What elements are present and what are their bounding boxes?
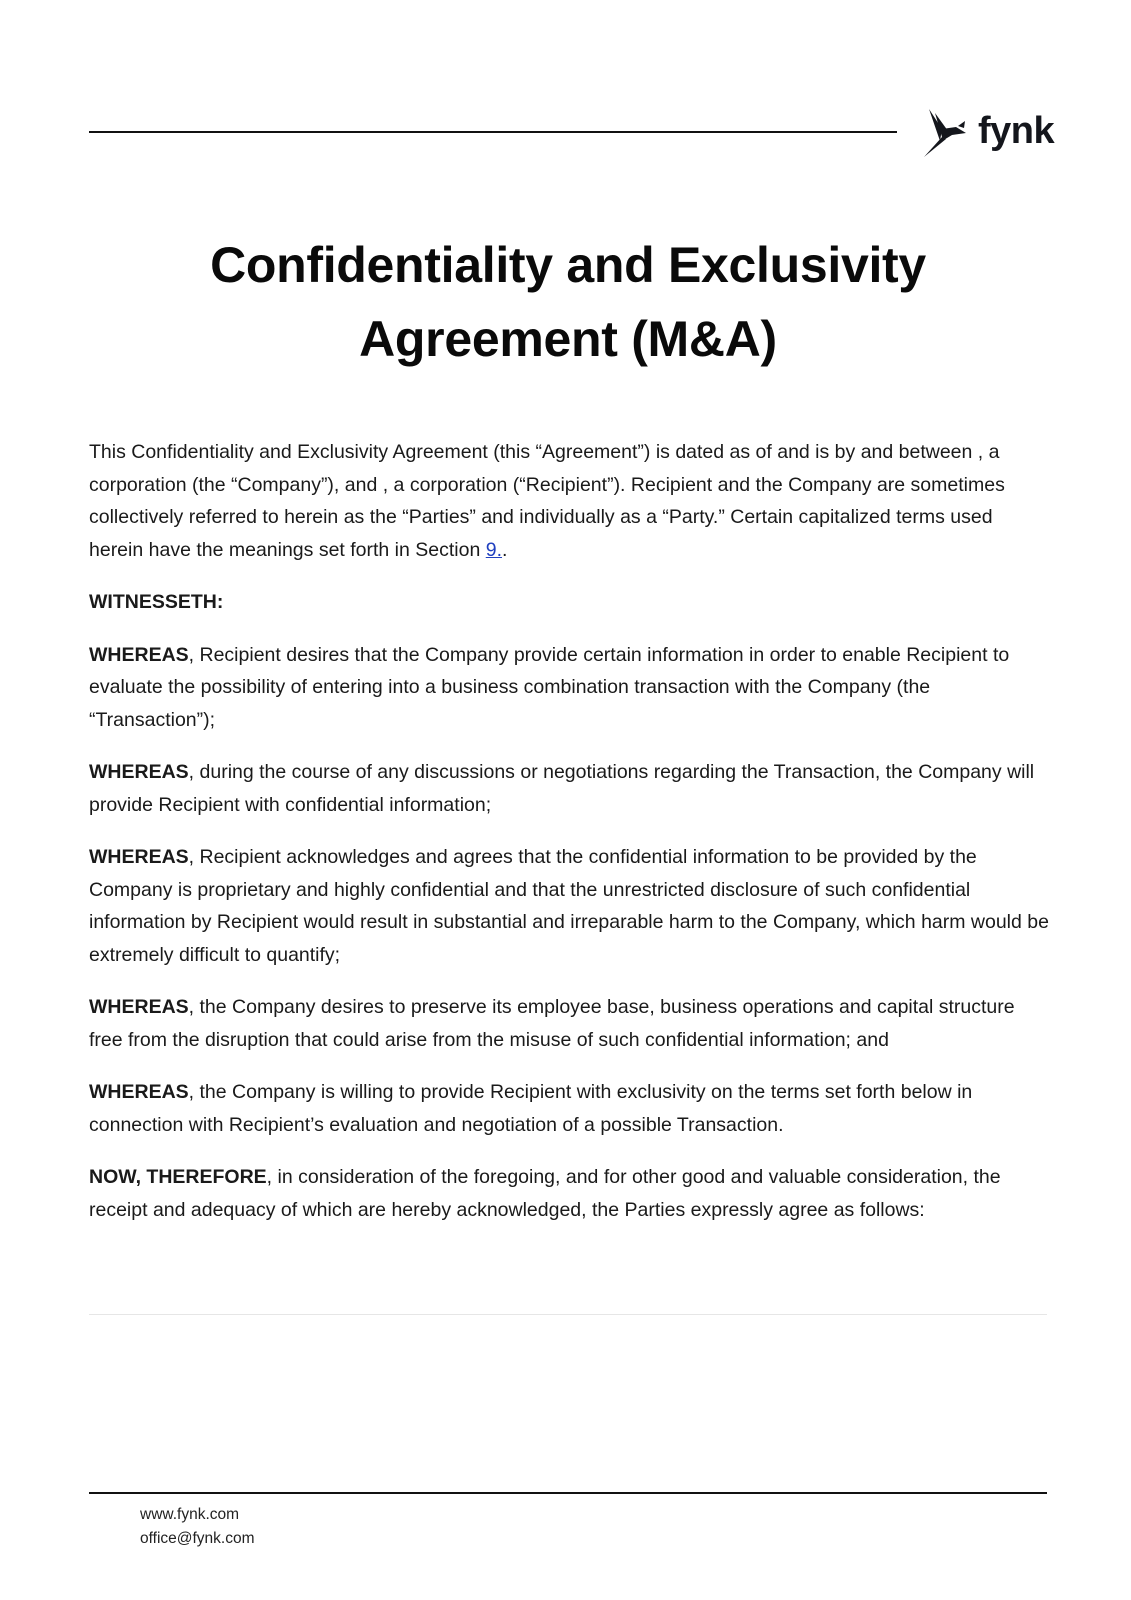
footer-email[interactable]: office@fynk.com [140, 1530, 255, 1547]
recital-keyword: WHEREAS [89, 996, 189, 1018]
footer-website[interactable]: www.fynk.com [140, 1506, 240, 1523]
recital-text: , the Company desires to preserve its employee base, business operations and capital structure free from the disruption that could arise from the misuse of such confidential information; and [89, 996, 1015, 1051]
content-end-divider [89, 1314, 1047, 1315]
witnesseth-heading: WITNESSETH: [89, 591, 224, 613]
intro-paragraph [89, 436, 1049, 566]
recital-keyword: WHEREAS [89, 1081, 189, 1103]
recital-paragraph [89, 1076, 1049, 1141]
footer [140, 1503, 255, 1551]
footer-divider [89, 1492, 1047, 1494]
intro-end: . [502, 538, 508, 561]
operative-text: , in consideration of the foregoing, and for other good and valuable consideration, the receipt and adequacy of which are hereby acknowledged, the Parties expressly agree as follows: [89, 1166, 1001, 1221]
logo-wordmark: fynk [978, 110, 1055, 152]
recital-keyword: WHEREAS [89, 846, 189, 868]
recital-paragraph [89, 991, 1049, 1056]
page-title [89, 228, 1047, 376]
operative-paragraph [89, 1161, 1049, 1226]
section-9-link[interactable]: 9. [485, 538, 503, 561]
title-line-1: Confidentiality and Exclusivity [210, 237, 926, 293]
header-divider [89, 131, 897, 133]
recital-keyword: WHEREAS [89, 761, 189, 783]
recital-paragraph [89, 756, 1049, 821]
recital-text: , the Company is willing to provide Recipient with exclusivity on the terms set forth below in connection with Recipient’s evaluation and negotiation of a possible Transaction. [89, 1081, 973, 1136]
recital-keyword: WHEREAS [89, 643, 189, 666]
operative-keyword: NOW, THEREFORE [89, 1166, 267, 1188]
bird-icon [922, 107, 972, 159]
recital-text: , Recipient acknowledges and agrees that the confidential information to be provided by the Company is proprietary and highly confidential and that the unrestricted disclosure of such confidential information by Recipient would result in substantial and irreparable harm to the Company, which harm would be extremely difficult to quantify; [89, 846, 1049, 966]
fynk-logo [922, 106, 1054, 160]
recital-paragraph [89, 841, 1049, 971]
recital-text: , Recipient desires that the Company provide certain information in order to enable Recipient to evaluate the possibility of entering into a business combination transaction with the Company (the “Transaction”); [89, 643, 1010, 731]
recital-paragraph [89, 639, 1049, 737]
intro-text: This Confidentiality and Exclusivity Agreement (this “Agreement”) is dated as of and is by and between , a corporation (the “Company”), and , a corporation (“Recipient”). Recipient and the Company are sometimes collectively referred to herein as the “Parties” and individually as a “Party.” Certain capitalized terms used herein have the meanings set forth in Section [89, 441, 1005, 561]
document-body [89, 436, 1049, 1246]
title-line-2: Agreement (M&A) [359, 311, 777, 367]
recital-text: , during the course of any discussions or negotiations regarding the Transaction, the Company will provide Recipient with confidential information; [89, 761, 1035, 816]
